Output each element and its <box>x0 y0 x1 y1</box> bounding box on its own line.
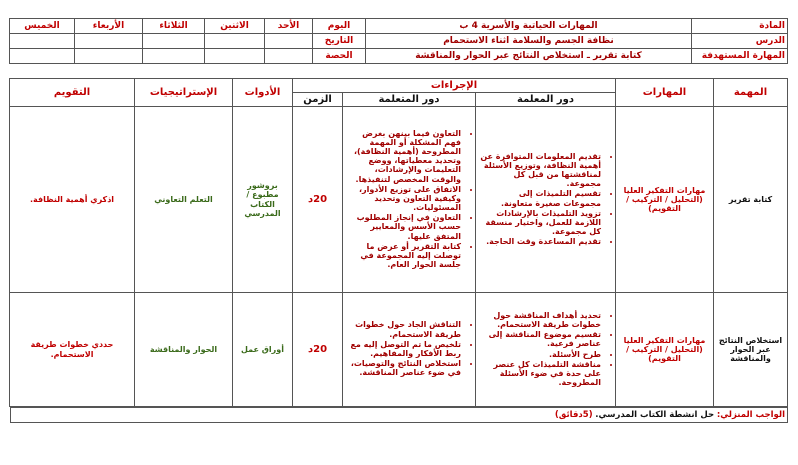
task-header: المهمة <box>714 79 788 107</box>
homework-table <box>10 407 788 423</box>
lesson-label: الدرس <box>692 34 788 49</box>
day-wednesday: الأربعاء <box>75 19 143 34</box>
teacher-role-cell <box>476 293 616 407</box>
date-cell <box>143 34 205 49</box>
skills-cell: مهارات التفكير العليا (التحليل / التركيب / التقويم) <box>616 107 714 293</box>
time-cell: 20د <box>293 293 343 407</box>
target-skill-label: المهارة المستهدفة <box>692 49 788 64</box>
date-label: التاريخ <box>313 34 366 49</box>
homework-duration: (5دقائق) <box>554 410 593 420</box>
homework-cell <box>11 408 788 423</box>
task-cell: استخلاص النتائج عبر الحوار والمناقشة <box>714 293 788 407</box>
day-label: اليوم <box>313 19 366 34</box>
list-item: • تقديم المعلومات المتوافرة عن أهمية النظافة، وتوزيع الأسئلة لمناقشتها من قبل كل مجموعة. <box>480 152 601 189</box>
list-item: • تلخيص ما تم التوصل إليه مع ربط الأفكار والمفاهيم. <box>347 340 461 358</box>
list-item: • تقسيم موضوع المناقشة إلى عناصر فرعية. <box>480 330 601 348</box>
list-item: • استخلاص النتائج والتوصيات، في ضوء عناصر المناقشة. <box>347 359 461 377</box>
lesson-header-table <box>9 18 788 64</box>
learner-role-cell <box>343 293 476 407</box>
period-cell <box>10 49 75 64</box>
period-label: الحصة <box>313 49 366 64</box>
procedures-table <box>9 78 788 407</box>
lesson-plan-page <box>10 18 788 450</box>
period-cell <box>265 49 313 64</box>
list-item: • التناقش الجاد حول خطوات طريقة الاستحمام. <box>347 320 461 338</box>
list-item: • التعاون في إنجاز المطلوب حسب الأسس والمعايير المتفق عليها. <box>347 213 461 241</box>
list-item: • كتابة التقرير أو عرض ما توصلت إليه المجموعة في جلسة الحوار العام. <box>347 242 461 270</box>
table-row <box>10 293 788 407</box>
tools-header: الأدوات <box>233 79 293 107</box>
learner-role-cell <box>343 107 476 293</box>
tools-cell: بروشور مطبوع / الكتاب المدرسي <box>233 107 293 293</box>
task-cell: كتابة تقرير <box>714 107 788 293</box>
time-cell: 20د <box>293 107 343 293</box>
evaluation-header: التقويم <box>10 79 135 107</box>
date-cell <box>205 34 265 49</box>
period-cell <box>75 49 143 64</box>
evaluation-cell: اذكري أهمية النظافة. <box>10 107 135 293</box>
skills-cell: مهارات التفكير العليا (التحليل / التركيب / التقويم) <box>616 293 714 407</box>
list-item: • تزويد التلميذات بالإرشادات اللازمة للعمل، واختيار منسقة كل مجموعة. <box>480 209 601 237</box>
target-skill-value: كتابة تقرير ـ استخلاص النتائج عبر الحوار والمناقشة <box>366 49 692 64</box>
learner-role-header: دور المتعلمة <box>343 93 476 107</box>
strategy-cell: التعلم التعاوني <box>135 107 233 293</box>
tools-cell: أوراق عمل <box>233 293 293 407</box>
strategies-header: الإستراتيجيات <box>135 79 233 107</box>
period-cell <box>143 49 205 64</box>
subject-value: المهارات الحياتية والأسرية 4 ب <box>366 19 692 34</box>
list-item: • تقسيم التلميذات إلى مجموعات صغيرة متعاونة. <box>480 189 601 207</box>
homework-label: الواجب المنزلي: <box>716 410 785 420</box>
teacher-role-header: دور المعلمة <box>476 93 616 107</box>
list-item: • تحديد أهداف المناقشة حول خطوات طريقة الاستحمام. <box>480 311 601 329</box>
list-item: • مناقشة التلميذات كل عنصر على حدة في ضوء الأسئلة المطروحة. <box>480 360 601 388</box>
day-monday: الاثنين <box>205 19 265 34</box>
date-cell <box>75 34 143 49</box>
date-cell <box>10 34 75 49</box>
day-sunday: الأحد <box>265 19 313 34</box>
evaluation-cell: حددي خطوات طريقة الاستحمام. <box>10 293 135 407</box>
list-item: • الاتفاق على توزيع الأدوار، وكيفية التعاون وتحديد المسئوليات. <box>347 185 461 213</box>
list-item: • تقديم المساعدة وقت الحاجة. <box>480 237 601 246</box>
date-cell <box>265 34 313 49</box>
table-row <box>10 107 788 293</box>
homework-text: حل انشطة الكتاب المدرسي. <box>595 410 715 420</box>
subject-label: المادة <box>692 19 788 34</box>
strategy-cell: الحوار والمناقشة <box>135 293 233 407</box>
skills-header: المهارات <box>616 79 714 107</box>
list-item: • التعاون فيما بينهن بغرض فهم المشكلة أو المهمة المطروحة (أهمية النظافة)، وتحديد معطياتها، ووضع التعليمات والإرشادات، والوقت المخصص لتنفيذها. <box>347 129 461 184</box>
day-tuesday: الثلاثاء <box>143 19 205 34</box>
time-header: الزمن <box>293 93 343 107</box>
list-item: • طرح الأسئلة. <box>480 350 601 359</box>
period-cell <box>205 49 265 64</box>
lesson-value: نظافة الجسم والسلامة اثناء الاستحمام <box>366 34 692 49</box>
teacher-role-cell <box>476 107 616 293</box>
day-thursday: الخميس <box>10 19 75 34</box>
procedures-header: الإجراءات <box>293 79 616 93</box>
